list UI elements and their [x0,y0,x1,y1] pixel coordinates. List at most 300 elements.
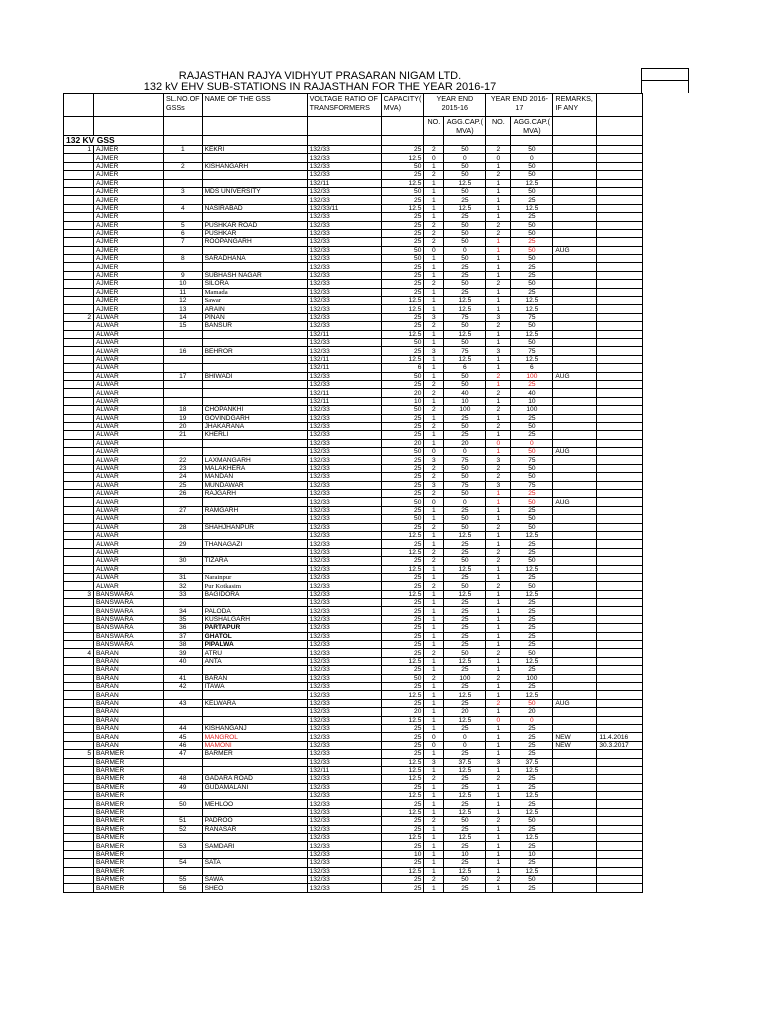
zone-number-cell [64,322,94,330]
agg-cap-2015-16-cell: 12.5 [444,565,486,573]
remarks-cell [553,187,597,195]
date-cell [597,775,643,783]
count-2016-17-cell: 1 [486,498,511,506]
table-row [64,422,643,430]
voltage-ratio-cell: 132/33 [307,808,381,816]
capacity-cell: 50 [381,162,424,170]
table-row [64,498,643,506]
count-2015-16-cell: 1 [424,271,444,279]
sl-number-cell [164,599,203,607]
voltage-ratio-cell: 132/33 [307,859,381,867]
count-2015-16-cell: 1 [424,288,444,296]
date-cell [597,498,643,506]
district-cell: ALWAR [94,313,164,321]
gss-name-cell: ROOPANGARH [202,238,307,246]
table-row [64,372,643,380]
remarks-cell [553,406,597,414]
table-row [64,389,643,397]
district-cell: AJMER [94,271,164,279]
table-row [64,473,643,481]
zone-number-cell [64,213,94,221]
table-row [64,758,643,766]
zone-number-cell [64,741,94,749]
count-2016-17-cell: 1 [486,834,511,842]
count-2015-16-cell: 1 [424,615,444,623]
gss-name-cell: NASIRABAD [202,204,307,212]
agg-cap-2016-17-cell: 10 [511,850,553,858]
sl-number-cell [164,171,203,179]
table-row [64,741,643,749]
count-2015-16-cell: 1 [424,506,444,514]
gss-name-cell: MAMONI [202,741,307,749]
date-cell [597,246,643,254]
count-2016-17-cell: 0 [486,716,511,724]
agg-cap-2015-16-cell: 50 [444,171,486,179]
capacity-cell: 12.5 [381,154,424,162]
remarks-cell [553,464,597,472]
count-2016-17-cell: 2 [486,775,511,783]
remarks-cell [553,456,597,464]
agg-cap-2016-17-cell: 50 [511,515,553,523]
district-cell: BARMER [94,808,164,816]
count-2015-16-cell: 1 [424,800,444,808]
district-cell: BARAN [94,674,164,682]
sl-number-cell: 39 [164,649,203,657]
agg-cap-2016-17-cell: 25 [511,288,553,296]
capacity-cell: 25 [381,238,424,246]
agg-cap-2015-16-cell: 50 [444,523,486,531]
zone-number-cell [64,808,94,816]
sl-number-cell: 52 [164,825,203,833]
capacity-cell: 12.5 [381,792,424,800]
count-2016-17-cell: 1 [486,724,511,732]
blank-cell [511,136,553,146]
table-row [64,171,643,179]
agg-cap-2016-17-cell: 100 [511,372,553,380]
zone-number-cell [64,607,94,615]
zone-number-cell [64,775,94,783]
voltage-ratio-cell: 132/33 [307,313,381,321]
col-header-remarks: REMARKS, IF ANY [553,94,597,117]
zone-number-cell [64,456,94,464]
capacity-cell: 25 [381,490,424,498]
sl-number-cell: 56 [164,884,203,892]
blank-header [202,117,307,136]
table-row [64,221,643,229]
sl-number-cell: 49 [164,783,203,791]
count-2016-17-cell: 1 [486,506,511,514]
voltage-ratio-cell: 132/33 [307,338,381,346]
count-2016-17-cell: 1 [486,792,511,800]
voltage-ratio-cell: 132/33 [307,607,381,615]
gss-name-cell: KHERLI [202,431,307,439]
capacity-cell: 25 [381,741,424,749]
zone-number-cell [64,448,94,456]
gss-name-cell [202,515,307,523]
count-2015-16-cell: 1 [424,540,444,548]
sl-number-cell [164,213,203,221]
sl-number-cell: 54 [164,859,203,867]
gss-name-cell: KUSHALGARH [202,615,307,623]
agg-cap-2015-16-cell: 25 [444,783,486,791]
date-cell [597,766,643,774]
date-cell [597,322,643,330]
zone-number-cell [64,531,94,539]
remarks-cell [553,649,597,657]
count-2015-16-cell: 3 [424,481,444,489]
zone-number-cell [64,716,94,724]
agg-cap-2015-16-cell: 50 [444,229,486,237]
sl-number-cell [164,338,203,346]
sl-number-cell [164,867,203,875]
header-row [64,94,643,117]
agg-cap-2016-17-cell: 50 [511,280,553,288]
table-row [64,229,643,237]
agg-cap-2016-17-cell: 25 [511,607,553,615]
count-2016-17-cell: 1 [486,179,511,187]
count-2015-16-cell: 2 [424,875,444,883]
count-2015-16-cell: 0 [424,741,444,749]
remarks-cell [553,582,597,590]
agg-cap-2016-17-cell: 12.5 [511,179,553,187]
date-cell [597,817,643,825]
district-cell: ALWAR [94,490,164,498]
table-row [64,213,643,221]
count-2016-17-cell: 1 [486,624,511,632]
sl-number-cell: 6 [164,229,203,237]
count-2015-16-cell: 1 [424,196,444,204]
remarks-cell [553,884,597,892]
capacity-cell: 25 [381,649,424,657]
agg-cap-2016-17-cell: 12.5 [511,297,553,305]
gss-name-cell: BARMER [202,750,307,758]
count-2015-16-cell: 2 [424,523,444,531]
district-cell: BARMER [94,867,164,875]
remarks-cell: AUG [553,498,597,506]
district-cell: BANSWARA [94,599,164,607]
sl-number-cell: 9 [164,271,203,279]
gss-name-cell: SAMDARI [202,842,307,850]
table-row [64,691,643,699]
sl-number-cell: 24 [164,473,203,481]
count-2015-16-cell: 1 [424,162,444,170]
remarks-cell [553,523,597,531]
agg-cap-2016-17-cell: 50 [511,875,553,883]
sl-number-cell [164,716,203,724]
district-cell: BARMER [94,825,164,833]
count-2016-17-cell: 1 [486,599,511,607]
agg-cap-2015-16-cell: 25 [444,506,486,514]
date-cell [597,641,643,649]
capacity-cell: 12.5 [381,657,424,665]
agg-cap-2016-17-cell: 50 [511,221,553,229]
table-row [64,733,643,741]
table-row [64,347,643,355]
table-row [64,330,643,338]
agg-cap-2016-17-cell: 50 [511,162,553,170]
count-2015-16-cell: 1 [424,573,444,581]
district-cell: BANSWARA [94,590,164,598]
agg-cap-2015-16-cell: 12.5 [444,330,486,338]
sl-number-cell [164,330,203,338]
agg-cap-2015-16-cell: 25 [444,615,486,623]
agg-cap-2015-16-cell: 50 [444,221,486,229]
zone-number-cell [64,758,94,766]
date-cell [597,867,643,875]
table-row [64,431,643,439]
sl-number-cell: 47 [164,750,203,758]
table-row [64,884,643,892]
blank-cell [164,136,203,146]
gss-name-cell [202,691,307,699]
zone-number-cell [64,431,94,439]
count-2016-17-cell: 1 [486,741,511,749]
agg-cap-2015-16-cell: 12.5 [444,305,486,313]
agg-cap-2016-17-cell: 75 [511,456,553,464]
district-cell: ALWAR [94,364,164,372]
date-cell [597,649,643,657]
table-row [64,154,643,162]
zone-number-cell [64,338,94,346]
district-cell: ALWAR [94,372,164,380]
count-2015-16-cell: 1 [424,750,444,758]
zone-number-cell [64,171,94,179]
count-2015-16-cell: 1 [424,783,444,791]
table-row [64,271,643,279]
table-row [64,238,643,246]
remarks-cell [553,204,597,212]
remarks-cell [553,171,597,179]
zone-number-cell [64,834,94,842]
table-row [64,624,643,632]
voltage-ratio-cell: 132/33 [307,498,381,506]
count-2015-16-cell: 2 [424,674,444,682]
remarks-cell [553,154,597,162]
capacity-cell: 12.5 [381,531,424,539]
count-2015-16-cell: 0 [424,154,444,162]
voltage-ratio-cell: 132/33 [307,691,381,699]
capacity-cell: 50 [381,448,424,456]
count-2016-17-cell: 0 [486,439,511,447]
remarks-cell [553,439,597,447]
capacity-cell: 25 [381,641,424,649]
agg-cap-2016-17-cell: 25 [511,666,553,674]
agg-cap-2016-17-cell: 12.5 [511,792,553,800]
count-2015-16-cell: 1 [424,431,444,439]
zone-number-cell [64,792,94,800]
remarks-cell [553,817,597,825]
zone-number-cell [64,548,94,556]
district-cell: BARAN [94,741,164,749]
date-cell [597,364,643,372]
remarks-cell [553,657,597,665]
sl-number-cell [164,565,203,573]
count-2015-16-cell: 1 [424,657,444,665]
capacity-cell: 12.5 [381,565,424,573]
agg-cap-2016-17-cell: 10 [511,397,553,405]
remarks-cell [553,590,597,598]
remarks-cell [553,414,597,422]
date-cell [597,590,643,598]
district-cell: AJMER [94,162,164,170]
zone-number-cell: 4 [64,649,94,657]
count-2016-17-cell: 1 [486,800,511,808]
voltage-ratio-cell: 132/33 [307,372,381,380]
count-2016-17-cell: 2 [486,582,511,590]
district-cell: AJMER [94,221,164,229]
capacity-cell: 25 [381,263,424,271]
count-2015-16-cell: 1 [424,355,444,363]
sl-number-cell: 55 [164,875,203,883]
agg-cap-2016-17-cell: 12.5 [511,834,553,842]
date-cell [597,330,643,338]
count-2015-16-cell: 2 [424,775,444,783]
count-2016-17-cell: 2 [486,523,511,531]
subheader-no-2015-16: NO. [424,117,444,136]
remarks-cell [553,506,597,514]
district-cell: BARAN [94,683,164,691]
agg-cap-2016-17-cell: 25 [511,800,553,808]
voltage-ratio-cell: 132/33 [307,187,381,195]
agg-cap-2015-16-cell: 6 [444,364,486,372]
table-row [64,590,643,598]
capacity-cell: 25 [381,288,424,296]
agg-cap-2015-16-cell: 50 [444,557,486,565]
remarks-cell: AUG [553,246,597,254]
zone-number-cell [64,666,94,674]
section-row [64,136,643,146]
capacity-cell: 25 [381,506,424,514]
gss-name-cell: ATRU [202,649,307,657]
remarks-cell [553,724,597,732]
district-cell: ALWAR [94,355,164,363]
district-cell: ALWAR [94,380,164,388]
gss-name-cell: RANASAR [202,825,307,833]
district-cell: BARMER [94,758,164,766]
sl-number-cell: 10 [164,280,203,288]
col-header-year-end-2015-16: YEAR END 2015-16 [424,94,486,117]
remarks-cell [553,557,597,565]
count-2015-16-cell: 1 [424,724,444,732]
remarks-cell [553,162,597,170]
voltage-ratio-cell: 132/33 [307,834,381,842]
count-2016-17-cell: 1 [486,305,511,313]
sl-number-cell [164,246,203,254]
zone-number-cell [64,179,94,187]
count-2016-17-cell: 3 [486,313,511,321]
capacity-cell: 25 [381,683,424,691]
date-cell [597,338,643,346]
agg-cap-2015-16-cell: 12.5 [444,657,486,665]
count-2016-17-cell: 1 [486,364,511,372]
remarks-cell [553,330,597,338]
voltage-ratio-cell: 132/33 [307,565,381,573]
count-2016-17-cell: 1 [486,515,511,523]
gss-name-cell [202,531,307,539]
agg-cap-2015-16-cell: 0 [444,448,486,456]
district-cell: ALWAR [94,347,164,355]
subheader-agg-2015-16: AGG.CAP.( MVA) [444,117,486,136]
date-cell [597,800,643,808]
district-cell: AJMER [94,204,164,212]
capacity-cell: 12.5 [381,834,424,842]
count-2015-16-cell: 2 [424,171,444,179]
count-2015-16-cell: 1 [424,372,444,380]
district-cell: ALWAR [94,557,164,565]
remarks-cell: AUG [553,372,597,380]
agg-cap-2016-17-cell: 25 [511,414,553,422]
voltage-ratio-cell: 132/33 [307,590,381,598]
count-2015-16-cell: 2 [424,548,444,556]
zone-number-cell [64,263,94,271]
gss-name-cell: Narainpur [202,573,307,581]
agg-cap-2016-17-cell: 50 [511,255,553,263]
gss-name-cell [202,548,307,556]
agg-cap-2015-16-cell: 12.5 [444,590,486,598]
agg-cap-2015-16-cell: 12.5 [444,297,486,305]
gss-name-cell [202,850,307,858]
count-2016-17-cell: 2 [486,406,511,414]
agg-cap-2016-17-cell: 25 [511,271,553,279]
remarks-cell [553,271,597,279]
district-cell: BARMER [94,842,164,850]
voltage-ratio-cell: 132/33 [307,238,381,246]
zone-number-cell [64,229,94,237]
zone-number-cell [64,674,94,682]
table-row [64,297,643,305]
capacity-cell: 25 [381,573,424,581]
gss-name-cell: GHATOL [202,632,307,640]
district-cell: ALWAR [94,464,164,472]
count-2015-16-cell: 2 [424,582,444,590]
remarks-cell [553,632,597,640]
agg-cap-2015-16-cell: 50 [444,162,486,170]
col-header-voltage: VOLTAGE RATIO OF TRANSFORMERS [307,94,381,117]
district-cell: ALWAR [94,548,164,556]
agg-cap-2016-17-cell: 12.5 [511,565,553,573]
zone-number-cell [64,330,94,338]
zone-number-cell [64,355,94,363]
count-2016-17-cell: 1 [486,808,511,816]
remarks-cell [553,834,597,842]
table-row [64,716,643,724]
agg-cap-2016-17-cell: 25 [511,196,553,204]
table-row [64,615,643,623]
agg-cap-2015-16-cell: 12.5 [444,531,486,539]
district-cell: ALWAR [94,506,164,514]
date-cell [597,313,643,321]
voltage-ratio-cell: 132/33 [307,792,381,800]
count-2016-17-cell: 3 [486,481,511,489]
zone-number-cell [64,641,94,649]
capacity-cell: 50 [381,674,424,682]
agg-cap-2015-16-cell: 20 [444,439,486,447]
voltage-ratio-cell: 132/33 [307,531,381,539]
remarks-cell [553,624,597,632]
agg-cap-2016-17-cell: 12.5 [511,305,553,313]
date-cell [597,531,643,539]
zone-number-cell [64,657,94,665]
district-cell: ALWAR [94,456,164,464]
gss-name-cell [202,246,307,254]
count-2016-17-cell: 2 [486,649,511,657]
gss-name-cell: BEHROR [202,347,307,355]
count-2016-17-cell: 1 [486,657,511,665]
date-cell [597,632,643,640]
capacity-cell: 25 [381,280,424,288]
agg-cap-2016-17-cell: 50 [511,229,553,237]
date-cell [597,154,643,162]
